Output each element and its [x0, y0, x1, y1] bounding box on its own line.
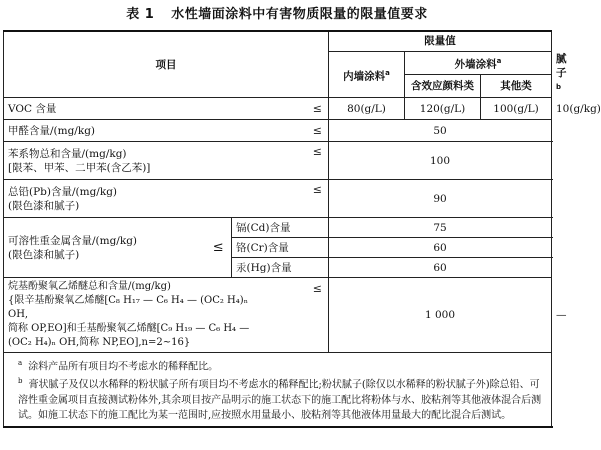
heavy-label: 可溶性重金属含量/(mg/kg) (限色漆和腻子): [4, 218, 206, 278]
formaldehyde-value: 50: [329, 120, 552, 142]
row-formaldehyde: [4, 120, 552, 142]
table-title: 水性墙面涂料中有害物质限量的限量值要求: [171, 7, 428, 22]
cadmium-label: 镉(Cd)含量: [232, 218, 329, 238]
notes-cell: [4, 353, 552, 427]
header-exterior-effect: 含效应颜料类: [405, 75, 481, 98]
table-number: 表 1: [126, 7, 155, 22]
lead-value: 90: [329, 180, 552, 218]
notes-row: [4, 353, 552, 427]
row-lead: [4, 180, 552, 218]
note-a: $^a$ 涂料产品所有项目均不考虑水的稀释配比。: [18, 359, 219, 373]
header-interior: 内墙涂料$^a$: [329, 51, 405, 98]
benzene-value: 100: [329, 142, 552, 180]
row-voc: VOC 含量 ≤ 80(g/L) 120(g/L) 100(g/L) 10(g/kg): [4, 98, 552, 120]
benzene-label: 苯系物总和含量/(mg/kg) [限苯、甲苯、二甲苯(含乙苯)]: [4, 142, 258, 180]
header-exterior-other: 其他类: [481, 75, 552, 98]
le-symbol: ≤: [206, 218, 232, 278]
mercury-value: 60: [329, 258, 552, 278]
table-caption: [0, 0, 554, 30]
formaldehyde-label: 甲醛含量/(mg/kg): [4, 120, 258, 142]
voc-interior: 80(g/L): [329, 98, 405, 120]
header-limit: 限量值: [329, 31, 552, 51]
le-symbol: ≤: [258, 120, 329, 142]
row-ape: 烷基酚聚氧乙烯醚总和含量/(mg/kg) {限辛基酚聚氧乙烯醚[C₈ H₁₇ — C₆ H₄ — (OC₂ H₄)ₙ OH, 简称 OP,EO]和壬基酚聚氧乙烯醚[C₉ H₁₉ — C₆ H₄ — (OC₂ H₄)ₙ OH,简称 NP,EO],n=2~16} ≤ 1 000 —: [4, 278, 552, 353]
ape-label: 烷基酚聚氧乙烯醚总和含量/(mg/kg) {限辛基酚聚氧乙烯醚[C₈ H₁₇ — C₆ H₄ — (OC₂ H₄)ₙ OH, 简称 OP,EO]和壬基酚聚氧乙烯醚[C₉ H₁₉ — C₆ H₄ — (OC₂ H₄)ₙ OH,简称 NP,EO],n=2~16}: [4, 278, 258, 353]
limits-table: 项目 限量值 内墙涂料$^a$ 外墙涂料$^a$ 腻子$^b$ 含效应颜料类 其他类 VOC 含量 ≤ 80(g/L) 120(g/L) 100(g/L) 10(g/kg) 甲醛含量/(mg/kg) ≤ 50 苯系物总和含量/(mg/kg) [限苯、甲苯、二甲苯(含乙苯)] ≤ 100 总铅(Pb)含量/(mg/kg) (限色漆和腻子) ≤ 90 可溶性重金属含量/(mg/kg) (限色漆和腻子) ≤ 镉(Cd)含量 75 铬(Cr)含量 60 汞(Hg)含量 60 烷基酚聚氧乙烯醚总和含量/(mg/kg) {限辛基酚聚氧乙烯醚[C₈ H₁₇ — C₆ H₄ — (OC₂ H₄)ₙ OH, 简称 OP,EO]和壬基酚聚氧乙烯醚[C₉ H₁₉ — C₆ H₄ — (OC₂ H₄)ₙ OH,简称 NP,EO],n=2~16} ≤ 1 000 — $^a$ 涂料产品所有项目均不考虑水的稀释配比。 $^b$ 膏状腻子及仅以水稀释的粉状腻子所有项目均不考虑水的稀释配比;粉状腻子(除仅以水稀释的粉状腻子外)除总铅、可溶性重金属项目直接测试粉体外,其余项目按产品明示的施工状态下的施工配比将粉体与水、胶粘剂等其他液体混合后测试。如施工状态下的施工配比为某一范围时,应按照水用量最小、胶粘剂等其他液体用量最大的配比混合后测试。: [3, 30, 552, 428]
le-symbol: ≤: [258, 278, 329, 353]
note-b: $^b$ 膏状腻子及仅以水稀释的粉状腻子所有项目均不考虑水的稀释配比;粉状腻子(除仅以水稀释的粉状腻子外)除总铅、可溶性重金属项目直接测试粉体外,其余项目按产品明示的施工状态下的施工配比将粉体与水、胶粘剂等其他液体混合后测试。如施工状态下的施工配比为某一范围时,应按照水用量最小、胶粘剂等其他液体用量最大的配比混合后测试。: [18, 377, 542, 421]
row-cadmium: [4, 218, 552, 238]
ape-value: 1 000: [329, 278, 552, 353]
voc-label: VOC 含量: [4, 98, 258, 120]
voc-other: 100(g/L): [481, 98, 552, 120]
header-exterior: 外墙涂料$^a$: [405, 51, 552, 75]
le-symbol: ≤: [258, 142, 329, 180]
chromium-value: 60: [329, 238, 552, 258]
row-benzene: [4, 142, 552, 180]
mercury-label: 汞(Hg)含量: [232, 258, 329, 278]
le-symbol: ≤: [258, 98, 329, 120]
lead-label: 总铅(Pb)含量/(mg/kg) (限色漆和腻子): [4, 180, 258, 218]
header-item: 项目: [4, 31, 329, 98]
cadmium-value: 75: [329, 218, 552, 238]
chromium-label: 铬(Cr)含量: [232, 238, 329, 258]
le-symbol: ≤: [258, 180, 329, 218]
voc-effect: 120(g/L): [405, 98, 481, 120]
